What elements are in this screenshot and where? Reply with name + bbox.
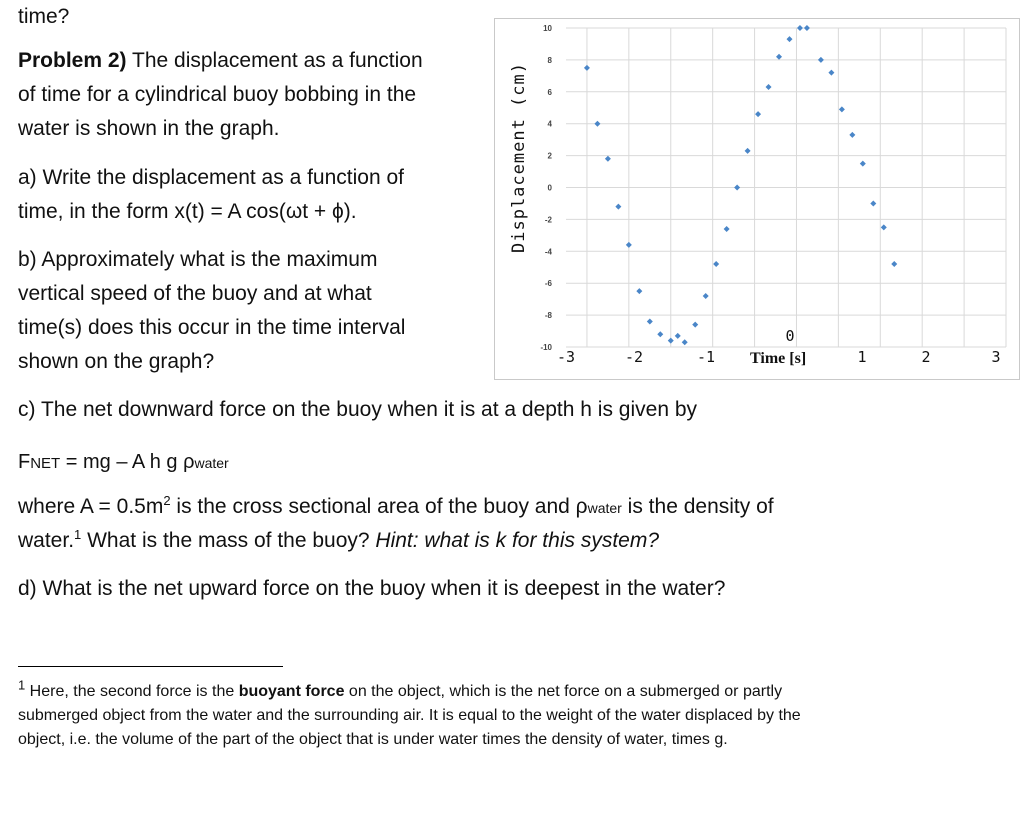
y-tick-labels (540, 24, 552, 352)
data-point (860, 161, 866, 167)
data-point (870, 200, 876, 206)
data-points (584, 25, 897, 345)
data-point (647, 318, 653, 324)
data-point (713, 261, 719, 267)
y-tick-label: -8 (544, 311, 552, 321)
chart-grid (566, 28, 1006, 347)
data-point (881, 224, 887, 230)
data-point (755, 111, 761, 117)
problem-2-intro-line-1 (18, 44, 423, 78)
data-point (818, 57, 824, 63)
previous-question-tail: time? (18, 5, 70, 28)
data-point (828, 70, 834, 76)
displacement-chart (494, 18, 1018, 378)
data-point (668, 338, 674, 344)
footnote-line-1 (18, 677, 978, 704)
x-label-handwritten: -3 (556, 348, 576, 366)
water-mass-line (18, 524, 659, 558)
data-point (615, 204, 621, 210)
water-text: water. (18, 529, 75, 552)
data-point (745, 148, 751, 154)
fnet-subscript: NET (30, 455, 61, 472)
x-label-handwritten: 2 (921, 348, 931, 366)
footnote-rule (18, 666, 283, 667)
problem-2-intro-line-2: of time for a cylindrical buoy bobbing in the (18, 83, 417, 106)
rho-water-subscript: water (587, 500, 622, 516)
y-tick-label: 4 (547, 119, 552, 129)
y-axis-label: Displacement (cm) (509, 62, 529, 253)
data-point (804, 25, 810, 31)
part-d-line: d) What is the net upward force on the buoy when it is deepest in the water? (18, 577, 726, 600)
data-point (786, 36, 792, 42)
x-label-handwritten: -2 (624, 348, 644, 366)
part-b-line-3: time(s) does this occur in the time interval (18, 316, 406, 339)
where-text-3: is the density of (621, 495, 774, 518)
part-b-line-1: b) Approximately what is the maximum (18, 248, 378, 271)
footnote (18, 677, 978, 752)
x-label-handwritten: 3 (991, 348, 1001, 366)
where-text-1: where A = 0.5m (18, 495, 164, 518)
data-point (849, 132, 855, 138)
problem-2-intro-line-3: water is shown in the graph. (18, 117, 280, 140)
fnet-f: F (18, 451, 31, 473)
x-label-handwritten: 1 (857, 348, 867, 366)
data-point (766, 84, 772, 90)
part-a-line-1: a) Write the displacement as a function of (18, 166, 404, 189)
data-point (636, 288, 642, 294)
x-label-handwritten: 0 (785, 327, 795, 345)
data-point (776, 54, 782, 60)
data-point (692, 322, 698, 328)
data-point (594, 121, 600, 127)
x-label-handwritten: -1 (696, 348, 716, 366)
data-point (584, 65, 590, 71)
data-point (703, 293, 709, 299)
where-line (18, 490, 774, 525)
fnet-expression: = mg – A h g ρ (60, 451, 195, 473)
data-point (605, 156, 611, 162)
footnote-line-2: submerged object from the water and the surrounding air. It is equal to the weight of the water displaced by the (18, 707, 801, 724)
data-point (839, 106, 845, 112)
footnote-text-2: on the object, which is the net force on a submerged or partly (344, 683, 783, 700)
squared-superscript: 2 (163, 493, 171, 508)
data-point (626, 242, 632, 248)
y-tick-label: -4 (544, 247, 552, 257)
data-point (682, 339, 688, 345)
data-point (675, 333, 681, 339)
data-point (657, 331, 663, 337)
data-point (797, 25, 803, 31)
y-tick-label: 2 (547, 151, 552, 161)
hint-text: Hint: what is k for this system? (375, 529, 660, 552)
x-axis-title: Time [s] (750, 350, 807, 367)
mass-question: What is the mass of the buoy? (81, 529, 376, 552)
y-tick-label: -10 (540, 343, 552, 352)
part-b-line-4: shown on the graph? (18, 350, 215, 373)
fnet-equation (18, 445, 229, 481)
problem-2-label: Problem 2) (18, 49, 127, 72)
y-tick-label: -2 (544, 215, 552, 225)
y-tick-label: 6 (547, 87, 552, 97)
part-c-line-1: c) The net downward force on the buoy when it is at a depth h is given by (18, 398, 698, 421)
part-a-line-2: time, in the form x(t) = A cos(ωt + ϕ). (18, 200, 357, 223)
y-tick-label: 0 (547, 183, 552, 193)
part-b-line-2: vertical speed of the buoy and at what (18, 282, 372, 305)
fnet-water-subscript: water (194, 455, 229, 471)
intro-text: The displacement as a function (132, 49, 423, 72)
data-point (734, 185, 740, 191)
footnote-text-1: Here, the second force is the (25, 683, 239, 700)
y-tick-label: 8 (547, 55, 552, 65)
y-tick-label: -6 (544, 279, 552, 289)
data-point (891, 261, 897, 267)
y-tick-label: 10 (543, 24, 552, 33)
buoyant-force-term: buoyant force (238, 683, 345, 700)
footnote-line-3: object, i.e. the volume of the part of the object that is under water times the density of water, times g. (18, 731, 728, 748)
footnote-mark: 1 (18, 677, 26, 693)
where-text-2: is the cross sectional area of the buoy and ρ (170, 495, 588, 518)
footnote-ref: 1 (74, 527, 82, 542)
data-point (724, 226, 730, 232)
